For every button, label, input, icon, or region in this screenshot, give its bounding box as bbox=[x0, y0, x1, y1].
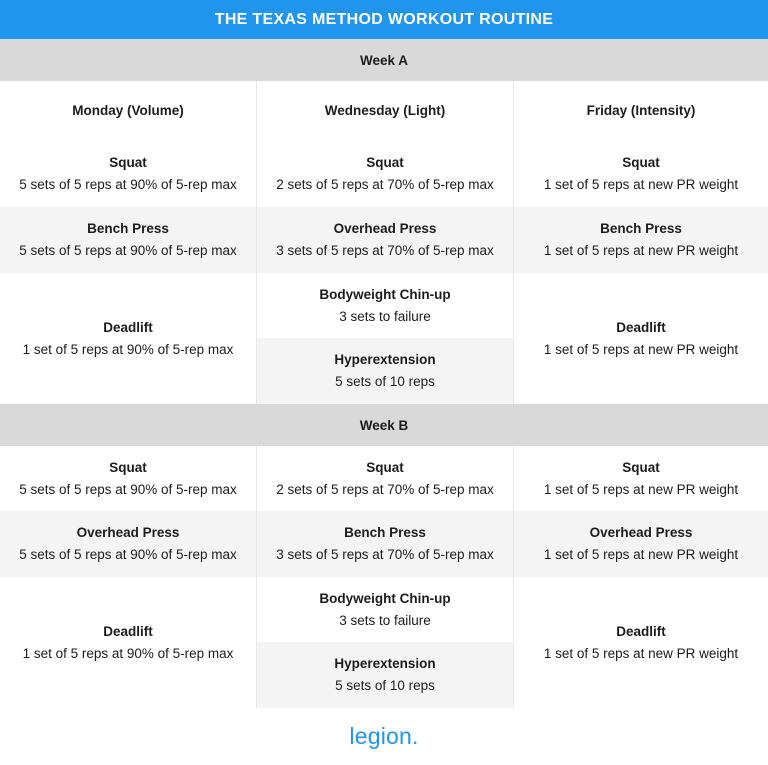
week-b-header: Week B bbox=[0, 404, 768, 446]
exercise-name: Bench Press bbox=[344, 525, 426, 540]
exercise-cell bbox=[0, 207, 256, 273]
exercise-cell bbox=[257, 273, 513, 338]
exercise-prescription: 1 set of 5 reps at new PR weight bbox=[543, 243, 739, 258]
exercise-cell bbox=[514, 511, 768, 577]
exercise-prescription: 1 set of 5 reps at new PR weight bbox=[543, 177, 739, 192]
exercise-prescription: 3 sets of 5 reps at 70% of 5-rep max bbox=[276, 547, 494, 562]
exercise-name: Overhead Press bbox=[76, 525, 180, 540]
exercise-name: Bodyweight Chin-up bbox=[319, 590, 451, 606]
exercise-prescription: 5 sets of 10 reps bbox=[335, 374, 435, 389]
exercise-cell bbox=[514, 273, 768, 404]
exercise-prescription: 2 sets of 5 reps at 70% of 5-rep max bbox=[276, 177, 494, 192]
exercise-prescription: 3 sets to failure bbox=[339, 612, 431, 628]
exercise-prescription: 3 sets of 5 reps at 70% of 5-rep max bbox=[276, 243, 494, 258]
exercise-name: Squat bbox=[622, 459, 660, 475]
exercise-cell bbox=[514, 207, 768, 273]
exercise-name: Squat bbox=[366, 459, 404, 475]
exercise-prescription: 5 sets of 5 reps at 90% of 5-rep max bbox=[19, 177, 237, 192]
exercise-prescription: 1 set of 5 reps at new PR weight bbox=[543, 341, 739, 357]
exercise-cell bbox=[257, 338, 513, 404]
exercise-name: Bodyweight Chin-up bbox=[319, 286, 451, 302]
exercise-name: Squat bbox=[109, 459, 147, 475]
week-a-header: Week A bbox=[0, 39, 768, 81]
exercise-cell bbox=[0, 511, 256, 577]
exercise-cell bbox=[0, 446, 256, 511]
legion-logo bbox=[0, 718, 768, 754]
exercise-prescription: 1 set of 5 reps at 90% of 5-rep max bbox=[22, 645, 234, 661]
day-header-friday: Friday (Intensity) bbox=[514, 81, 768, 141]
exercise-cell bbox=[514, 141, 768, 207]
page-title: THE TEXAS METHOD WORKOUT ROUTINE bbox=[0, 0, 768, 39]
exercise-name: Overhead Press bbox=[589, 525, 693, 540]
exercise-name: Bench Press bbox=[87, 221, 169, 236]
exercise-cell bbox=[257, 511, 513, 577]
exercise-prescription: 5 sets of 5 reps at 90% of 5-rep max bbox=[19, 243, 237, 258]
exercise-prescription: 1 set of 5 reps at new PR weight bbox=[543, 645, 739, 661]
column-divider bbox=[513, 81, 514, 404]
exercise-cell bbox=[0, 273, 256, 404]
exercise-name: Deadlift bbox=[103, 623, 153, 639]
exercise-prescription: 3 sets to failure bbox=[339, 308, 431, 324]
day-header-monday: Monday (Volume) bbox=[0, 81, 256, 141]
exercise-name: Bench Press bbox=[600, 221, 682, 236]
column-divider bbox=[513, 446, 514, 708]
day-header-wednesday: Wednesday (Light) bbox=[257, 81, 513, 141]
exercise-prescription: 1 set of 5 reps at new PR weight bbox=[543, 547, 739, 562]
exercise-name: Squat bbox=[622, 155, 660, 170]
exercise-cell bbox=[257, 577, 513, 642]
exercise-cell bbox=[0, 577, 256, 708]
exercise-cell bbox=[0, 141, 256, 207]
exercise-cell bbox=[514, 577, 768, 708]
column-divider bbox=[256, 446, 257, 708]
exercise-prescription: 1 set of 5 reps at new PR weight bbox=[543, 481, 739, 497]
exercise-cell bbox=[257, 642, 513, 708]
exercise-name: Deadlift bbox=[616, 319, 666, 335]
exercise-prescription: 1 set of 5 reps at 90% of 5-rep max bbox=[22, 341, 234, 357]
exercise-cell bbox=[257, 141, 513, 207]
exercise-prescription: 5 sets of 5 reps at 90% of 5-rep max bbox=[19, 481, 237, 497]
exercise-name: Hyperextension bbox=[334, 352, 436, 367]
exercise-name: Squat bbox=[109, 155, 147, 170]
exercise-name: Deadlift bbox=[616, 623, 666, 639]
logo-text: legion bbox=[349, 722, 412, 749]
exercise-name: Hyperextension bbox=[334, 656, 436, 671]
exercise-prescription: 2 sets of 5 reps at 70% of 5-rep max bbox=[276, 481, 494, 497]
column-divider bbox=[256, 81, 257, 404]
exercise-prescription: 5 sets of 10 reps bbox=[335, 678, 435, 693]
exercise-cell bbox=[257, 446, 513, 511]
logo-dot: . bbox=[412, 722, 419, 749]
exercise-name: Squat bbox=[366, 155, 404, 170]
exercise-name: Overhead Press bbox=[333, 221, 437, 236]
exercise-cell bbox=[514, 446, 768, 511]
exercise-name: Deadlift bbox=[103, 319, 153, 335]
exercise-cell bbox=[257, 207, 513, 273]
exercise-prescription: 5 sets of 5 reps at 90% of 5-rep max bbox=[19, 547, 237, 562]
